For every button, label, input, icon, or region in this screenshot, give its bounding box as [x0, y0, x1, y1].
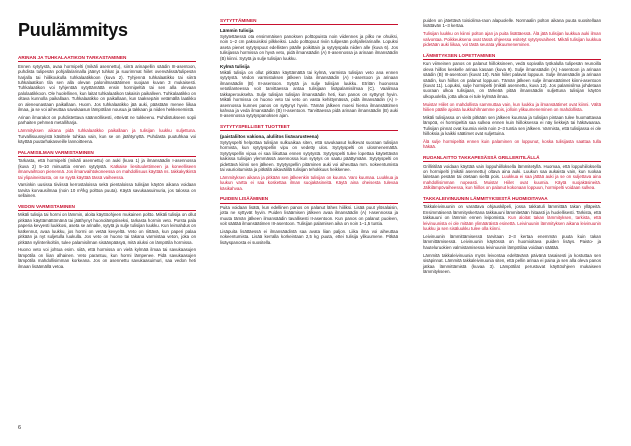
- paragraph-text: Grilliritilää voidaan käyttää vain loppuhiilloksella lämmitetyllä. Huomaa, että loppuhiiloksella on hormipelti (mikäli asennettu) oltava aina auki. Luukun saa aukaista vain, kun ruokaa laitetaan pesään tai otetaan sieltä pois.: [423, 163, 601, 180]
- paragraph: Mikäli tulisijassa on vielä pitkään sen jälkeen kuumaa ja tulisijan pintaan tulee huomattavaa lämpöä, ei hormipeltiä saa sulkea ennen kuin hiilloksessa ei näy liekkejä tai häkävaaraa. Tulisijan pinnat ovat kuumia vielä noin 2–3 tuntia sen jälkeen. Varmista, että tulisijassa ei ole hiilloksia ja kaikki säätimet ovat suljettuina.: [423, 114, 601, 137]
- subheading: Kylmä tulisija: [220, 63, 250, 69]
- section-heading: LÄMMITYKSEN LOPETTAMINEN: [423, 53, 601, 60]
- paragraph-text: Takkaleivinuunin on varattava ohjauskilpeli, jossa takkatuli lämmittää takan ylläpeitä. Ensimmäisenä lämmityskertana takkauuni lämmitetään hitaasti ja huolellisesti. Tarkista, että takkauuni on lämmin ennen leipomista.: [423, 204, 601, 221]
- paragraph: Puita voidaan lisätä, kun edellinen panos on palanut lähes hiiliksi. Lisää puut ylösalaisin, jotta ne syttyvät hyvin. Puiden lisäämisen jälkeen avaa ilmansäädin (A) I-asennossa ja muuta tämän jälkeen ilmansäädin tavallisesti II-asentoon. Kun panos on palanut puoleen, voit säätää ilmansäätimen III-asentoon. Tulisijan palamisen aika on noin 1–1,5 tuntia.: [220, 204, 398, 227]
- warning-text: Muista! Hiilet on mahdollista sammuttaa vain, kun luukku ja ilmansäätimet ovat kiinni. Vältä hiilien päälle ajoista luukkuhihnamme pois, jolloin ylikuumeneminen on mahdollista.: [423, 101, 601, 113]
- paragraph: Leivinuunin lämmittämisessä tarvitaan 2–3 kertaa enemmän puuta kuin takan lämmittämisessä. Leivinuunin käytössä on huomioitava puiden lisäys. Paisto- ja hauteluruokien valmistamisessa leivinuunin lämpötilaa voidaan säätää.: [423, 234, 601, 250]
- column-middle: [220, 18, 398, 248]
- paragraph: Huono veto voi johtua esim. siitä, että hormissa on vielä kylmää ilmaa tai savukaasujen lämpötila on liian alhainen. Veto parantuu, kun hormi lämpenee. Pidä savukaasujen lämpötila mahdollisimman korkeana. Jos on asennettu savukaasuimuri, saa vedon heti ilmaan lisäämällä vetoa.: [18, 247, 196, 269]
- paragraph: Varsinkin uusissa tiiviissä kerrostaloissa sekä pientaloissa tulisijan käytön aikana voidaan tarvita korvausilmaa (noin 10 m³/kg polttoa puuta). Käytä savukaasuimuria, jos talossa on sellainen.: [18, 182, 196, 199]
- warning-text: Kun aloitat takan lämmityksen, tarkista, että leivinuunista ei ole mitään ylimääräistä esinettä. Leivinuunin lämmityksen aikana leivinuunin luukku ja sen sisäluukku tulee olla kiinni.: [423, 215, 601, 232]
- page-number: 6: [18, 425, 22, 431]
- paragraph: [423, 204, 601, 231]
- subheading: (paistaliitos vakiona, aluliitos lisävarusteena): [220, 133, 319, 139]
- paragraph: Sytytettäessä ota ensimmäisen panoksen polttopuista noin viidennes ja pilko ne ohuiksi, noin 1–2 cm paksuisiksi pilkkeiksi. Lado polttopuut riviin tulipesän pohjalle/arinalle. Lopuksi aseta pienet sytytyspuut edellisten päälle poikittain ja sytytyspala niiden alle (kuva 6). Jos tulisijassa hormissa on hyvä veto, pidä ilmansäädin (A) II-asennossa ja arinaan ilmansäädin (B) kiinni. Sytytä ja sulje tulisijan luukku.: [220, 34, 398, 61]
- warning-text: Lämmityksen aikana pidä tuhkalaatikko paikallaan ja tulisijan luukku suljettuna.: [18, 128, 196, 134]
- section-heading: SYTYTTÄMINEN: [220, 18, 398, 25]
- column-right: [423, 18, 601, 277]
- section-heading: PALAMISILMAN VARMISTAMINEN: [18, 150, 196, 157]
- paragraph: Arinan ilmarakot on puhdistettava säännöllisesti, etteivät ne tukkeenu. Puhdistukseen sopii parhaiten pehmeä metalliharja.: [18, 115, 196, 126]
- warning-text: Katkaise liesituulettimeen ja koneelliseen ilmanvaihtoon pienennä. Jos ilmanvaihtokoneessa on mahdollisuus käyttää ns. takkakytkintä tai ylipaineistusta, on se syytä käyttää tässä vaiheessa.: [18, 163, 196, 180]
- column-left: [18, 55, 196, 271]
- section-heading: RUOANLAITTO TAKKAPESÄSSÄ GRILLERITILÄLLÄ: [423, 155, 601, 162]
- warning-text: Luukkua ei saa jättää auki ja se on suljettava aina mahdollisimman nopeasti. Muista! Hiilet ovat kuumia. Käytä suojakäsineitä. Jälkilämpövaiheessa, kun hiillos on palanut kokonaan loppuun, hormipelti voidaan sulkea.: [423, 174, 601, 191]
- paragraph: [18, 158, 196, 180]
- page-title: Puulämmitys: [18, 20, 128, 40]
- paragraph: Kun viimeinen panos on palanut hiilloksineen, vedä sopivalla työkalulla tulipesän reunoilla oleva hiillos keskelle arinaa kasaan (kuva 9). Sulje ilmansäädin (A) I-asentoon ja arinaan säädin (B) III-asentoon (kuvat 10). Näin hiilet palavat loppuun. Sulje ilmansäädin ja arinaan säädin, kun hiillos on palanut loppuun. Tämän jälkeen sulje ilmansäätimet kiinni-asentoon (kuvat 11). Lopuksi, sulje hormipelti (mikäli asennettu, kuva 12). Jos palamisilma johdetaan suoraan ulkoa tulisijaan, on tärkeää pitää ilmansäädin suljettuna tulisijan käytön ulkopuolella, jotta ulkoa ei tule kylmää ilmaa.: [423, 61, 601, 99]
- section-heading: VEDON VARMISTAMINEN: [18, 204, 196, 211]
- section-heading: PUIDEN LISÄÄMINEN: [220, 196, 398, 203]
- paragraph: [423, 164, 601, 191]
- paragraph: Mikäli tulisija tai hormi on lämmin, aloita käyttöohjeen mukainen poltto. Mikäli tulisija on ollut pitkään käyttämättömänä tai jääthynyt huonolämpöiseksi, tarkasta hormin veto. Pursta pala paperia kevyesti luukkosi, aseta se arinalle, sytytä ja sulje tulisijan luukku. Kun leimahdus on katkennut, avaa luukku, jos hormi on vetää kevyeltä. Veto on riittävä, kun paperi palaa pitkään ja nyt suljetulla luukulla. Jos veto on huono tai takana varmistaa veton, joka on pitkään sylinterikoltiin, tulee palamisilman sisäänpääsyä, mitä aluksi on lämpötila hormissa.: [18, 212, 196, 245]
- paragraph: puiden on jätettävä toisiolima-raon alapuolelle. Normaalin polton aikana puuta suositellaan lisättävän 1–3 kertaa.: [423, 18, 601, 29]
- subheading: Lämmin tulisija: [220, 28, 254, 34]
- paragraph: Lisäpuita lisättäessä ei ilmansäädintä saa avata liian paljon. Liika ilma voi aiheuttaa nokeentumista. Lisää kerralla korkeintaan 2,5 kg puuta, ettei tulisija ylikuumene. Pitkää lisäyspanosta ei suositella.: [220, 229, 398, 245]
- paragraph: Mikäli tulisija on ollut pitkään käyttämättä tai kylmä, varmista tulisijan veto ana ennen sytytystä. Vedon varmistuksen jälkeen laita ilmansäädin (A) I-asentoon ja arinaan ilmansäädin (B) III-asentoon. Sytytä ja sulje tulisijan luukku. Etritän huonossa vetotilanteessa voit tarvittaessa antaa tulisijaan lisäpalamisilmaa (C). Vaalimaa takkaperoukselta. Sulje tulisijan tulisijan ilmansäädin heti, kun panos on syttynyt hyvin. Mikäli hormissa on huono veto tai veto on vasta kehittymässä, pidä ilmansäädin (A) I-asennossa kunnes panos on syttynyt hyvin. Tämän jälkeen moesi hiema ilmansäätimen kahvaa ja veda ilmansäädin (B) II-asentoon. Tarvittaessa pidä arinaan ilmansäädin (B) auki II-asennossa sytytyspanoksen ajan.: [220, 69, 398, 119]
- paragraph: Lämmitä takkaleivinuunia myös leivontaa edeltävänä päivänä tasaisesti ja kostuttaa sen sisäpinnat. Lämmitä takkaleivinuunia siten, että pellin arinaa ei paina ja sen alla oleva panos jatkaa lämmittämistä (kuvaa 3). Lämpötilat perustuvat käyttöohjeen mukaiseen lämmitykseen.: [423, 252, 601, 275]
- paragraph: Sytytyspelti helpottaa tulisijan sulkuaikaa siten, että savukaasut kulkevat suoraan tulisijan hormista, kun sytytyspellin vipu on vedetty ulos. Sytytyspelti on ulosmenemättä. Sytytyspellin vipua ei saa liikuttaa ennen sytytystä. Sytytyspelti tulee lopettaa käytettävän kaikissa tulisijan ylemmässä asennossa kun sytytys on saatu päättymään. Sytytyspelti on pidettävä kiinni sen jälkeen. Sytytyspellin pitäminen auki voi aiheuttaa mm. nokeentumista tai vaurioitumista ja pitkällä aikavälillä tulisijan tehokkuus heikkenee.: [220, 139, 398, 173]
- warning-text: Tulisijan luukku on kiinni polton ajan ja puita lisättäessä. Älä jätä tulisijan luukkua auki ilman valvontaa. Poikkeuksena ovat tässä ohjeessa esitetyt sytytysvaiheet. Mikäli tulisijan luukkua pidetään auki liikaa, voi tästä seurata ylikuumeneminen.: [423, 31, 601, 48]
- paragraph-text: Turvallisuussyistä käsittele tuhkaa vain, kun se on jäähtynyttä. Puhdasta puutuhkaa voi käyttää puutarhakasveille lannoitteena.: [18, 133, 196, 145]
- section-heading: ARINAN JA TUHKALAATIKON TARKASTAMINEN: [18, 55, 196, 62]
- paragraph: [18, 128, 196, 144]
- warning-text: Lämmityksen aikana ja pitkään sen jälkeenkin tulisijan on kuuma. Varo kuumaa. Luukkua ja luukun vartta ei saa koskettaa ilman suojakäsineitä. Käytä aina oheisesta tulevaa käsikahvaa.: [220, 174, 398, 191]
- paragraph-text: Tarkasta, että hormipelti (mikäli asennettu) on auki (kuva 1) ja ilmansäädin I-asennossa (kuva 2) 5–10 minuuttia ennen sytytystä.: [18, 158, 196, 169]
- paragraph: Ennen sytytystä, avaa hormipelti (mikäli asennettu), siirrä arinapellin säädin III-asentoon, puhdista tulipesän pohjalla/arinalla jäänyt tuhkat ja suurimmat hiilet ovenvälissä/tulipesän harjalla tai hiilikoukulla tuhkalaatikkoon (kuva 2). Tyhjennä tuhkalaatikko tai siirrä tuhkalaatikon tila sen alla olevan palonilmasäätimen suojaan kuvan 3 mukaisesti. Tuhkalaatikon voi tyhjentää sytyttämättä ensin hormipeltiä tai sen alla olevaan palolaatikkoon. Ole huolellinen, kun laitat tuhkalaatikon takaisin paikalleen. Tuhkalaatikko on oltava kunnolla paikallaan. Tuhkalaatikko on paikallaan, kun taaksepäin vetämällä laatikko on aleneunastaan paikallaan. Huom. Jos tuhkalaatikko jää auki, päästään menee liikaa ilmaa, ja se voi aiheuttaa savukaasun lämpötilan nousua ja takkaan ja niiden hekkenemistä.: [18, 63, 196, 113]
- section-heading: SYTYTYSPELLISET TUOTTEET: [220, 124, 398, 131]
- section-heading: TAKKALEIVINUUNIN LÄMMITYKSESTÄ HUOMIOITAVAA: [423, 196, 601, 203]
- warning-text: Älä sulje hormipeltiä ennen kuin palaminen on loppunut, koska tulisijasta saattaa tulla häkää.: [423, 138, 601, 150]
